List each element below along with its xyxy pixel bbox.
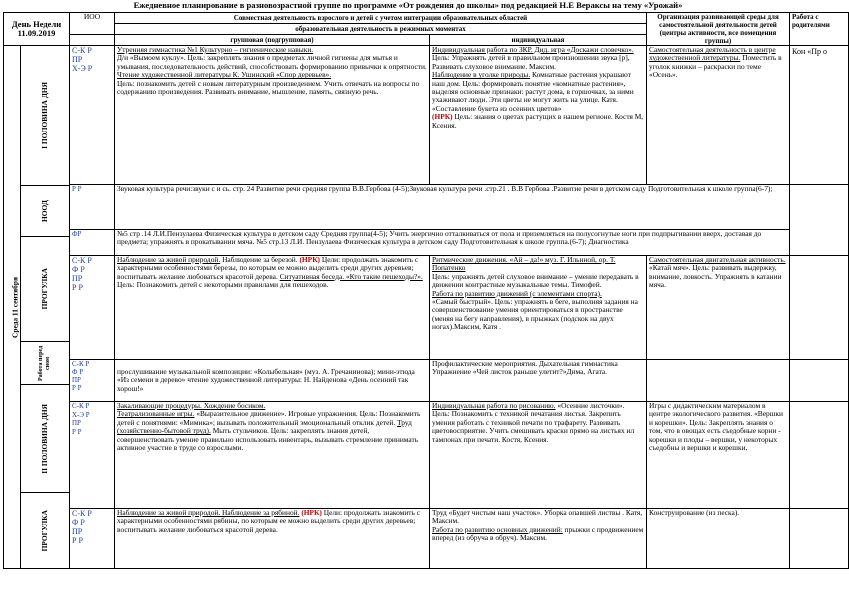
- birch-obs-title: Наблюдение за живой природой.: [117, 255, 221, 264]
- row1-work: Кон «Пр о: [790, 46, 849, 185]
- row6-individual: [430, 509, 647, 569]
- row4-individual: Профилактические мероприятия. Дыхательная гимнастика Упражнение «Чей листок раньше улетит?»Дима, Агата.: [430, 360, 647, 402]
- second-half-label: II ПОЛОВИНА ДНЯ: [39, 403, 49, 474]
- environment-header: Организация развивающей среды для самостоятельной деятельности детей (центры активности, все помещения группы): [647, 13, 790, 46]
- row5-group-text2: Мыть стульчиков. Цель: закреплять знания детей, совершенствовать умение правильно использовать инвентарь, вызывать стремление принимать активное участие в труде со взрослыми.: [117, 426, 419, 453]
- row3-work-blank: [790, 256, 849, 360]
- labor-title: Труд (хозяйственно-бытовой труд).: [117, 417, 412, 436]
- row2-codes1: Р Р: [70, 185, 115, 230]
- nrk-badge: (НРК): [301, 508, 322, 517]
- row1-group: [115, 46, 430, 185]
- row1-codes: С-К Р ПР Х-Э Р: [70, 46, 115, 185]
- row1-env-text: Поместить в уголок книжки – раскраски по теме «Осень».: [649, 53, 782, 80]
- row4-work-blank: [790, 360, 849, 402]
- row3-group: [115, 256, 430, 360]
- movement-title: Работа по развитию основных движений:: [432, 524, 563, 534]
- zkr-title: Индивидуальная работа по ЗКР. Дид. игра «Доскажи словечко».: [432, 45, 634, 54]
- row1-group-text2: Цель: познакомить детей с новым литературным произведением. Учить отвечать на вопросы по содержанию произведения. Развивать внимание, мышление, память, связную речь.: [117, 78, 420, 97]
- day-header: День Недели 11.09.2019: [4, 13, 70, 46]
- row5-work-blank: [790, 402, 849, 509]
- row4-group: прослушивание музыкальной композиции: «Колыбельная» (муз. А. Гречанинова); мини-этюда «Из семени в дерево» чтение художественной литературы: Н. Найденова «День осенний так хорош!»: [115, 360, 430, 402]
- sport-title: Работа по развитию движений (с элементами спорта).: [432, 288, 602, 298]
- theatre-title: Театрализованные игры.: [117, 409, 195, 419]
- row6-group: [115, 509, 430, 569]
- regime-header: образовательная деятельность в режимных моментах: [115, 24, 647, 35]
- row3-environment: [647, 256, 790, 360]
- row1-ind-text2: Комнатные растения украшают наш дом. Цель: формировать понятие «комнатные растения», выделяя основные признаки: растут дома, в горшочках, за ними ухаживают люди. Эти цветы не могут жить на улице. Катя.: [432, 70, 634, 105]
- drawing-title: Индивидуальная работа по рисованию.: [432, 401, 556, 410]
- row5-group-text: «Выразительное движение». Игровые упражнения. Цель: Познакомить детей с понятиями: «Мимика»; вызывать положительный эмоциональный отклик детей.: [117, 409, 421, 427]
- nature-corner-title: Наблюдение в уголке природы.: [432, 70, 531, 80]
- ioo-header: ИОО: [70, 13, 115, 35]
- ioo-blank: [70, 35, 115, 46]
- day-column: [4, 46, 70, 569]
- row3-env-text: «Катай мяч». Цель: развивать выдержку, внимание, ловкость. Упражнять в катании мяча.: [649, 263, 782, 290]
- reading-title: Чтение художественной литературы К. Ушинский «Спор деревьев».: [117, 70, 332, 80]
- conversation-title: Ситуативная беседа. «Кто такие пешеходы?».: [279, 271, 423, 281]
- hardening-title: Закаливающие процедуры. Хождение босиком.: [117, 401, 266, 410]
- row5-environment: Игры с дидактическим материалом в центре экологического развития. «Вершки и корешки». Цель: Закреплять знания о том, что в овощах есть съедобные корни - корешки и плоды – вершки, у некоторых съедобны и вершки и корешки,: [647, 402, 790, 509]
- row3-ind-text2: «Самый быстрый». Цель: упражнять в беге, выполняя задания на совершенствование умения ориентироваться в пространстве (меняя на бегу направления), в прыжках (подскок на двух ногах).Максим, Катя .: [432, 297, 638, 332]
- row3-group-text: Наблюдение за березой.: [222, 255, 298, 264]
- row5-codes: С-К Р Х-Э Р ПР Р Р: [70, 402, 115, 509]
- row1-individual: [430, 46, 647, 185]
- env-title: Самостоятельная деятельность в центре художественной литературы.: [649, 45, 776, 63]
- row3-ind-text: Цель: упражнять детей слуховое внимание – умение передавать в движении контрастные музыкальные темы. Тимофей.: [432, 271, 639, 290]
- group-header: групповая (подгрупповая): [115, 35, 430, 46]
- row1-group-text: Д/и «Вымоем куклу». Цель: закреплять знания о предметах личной гигиены для мытья и умывания, последовательность действий, способствовать формированию привычки к опрятности.: [117, 53, 427, 71]
- row3-group-text2: Цели: продолжать знакомить с характерными особенностями березы, по которым ее можно выделить среди других деревьев; воспитывать желание любоваться красотой дерева.: [117, 255, 419, 281]
- walk2-label: ПРОГУЛКА: [39, 509, 49, 552]
- row5-group: [115, 402, 430, 509]
- joint-activity-header: Совместная деятельность взрослого и детей с учетом интеграции образовательных областей: [115, 13, 647, 24]
- row3-individual: [430, 256, 647, 360]
- before-sleep-label: Работа перед сном: [38, 345, 51, 381]
- row1-ind-text3: Цель: знания о цветах растущих в нашем регионе. Костя М, Ксения.: [432, 112, 644, 130]
- plan-table: [3, 12, 849, 569]
- morning-exercise: Утренняя гимнастика №1 Культурно – гигиенические навыки.: [117, 45, 314, 54]
- parents-header: Работа с родителями: [790, 13, 849, 46]
- row6-work-blank: [790, 509, 849, 569]
- row6-environment: Конструирование (из песка).: [647, 509, 790, 569]
- row2-codes2: ФР: [70, 230, 115, 256]
- nrk-badge: (НРК): [299, 255, 321, 264]
- rowan-obs-title: Наблюдение за живой природой. Наблюдение за рябиной.: [117, 508, 300, 517]
- nrk-badge: (НРК): [432, 112, 453, 122]
- row6-codes: С-К Р Ф Р ПР Р Р: [70, 509, 115, 569]
- row3-group-text3: Цель: Познакомить детей с некоторыми правилами для пешеходов.: [117, 280, 329, 290]
- rhythm-title: Ритмические движения. «Ай – да!» муз. Г. Ильиной, ор. Т. Попатенко: [432, 255, 616, 273]
- row4-codes: С-К Р Ф Р ПР Р Р: [70, 360, 115, 402]
- row5-individual: [430, 402, 647, 509]
- row5-ind-text: «Осенние листочки». Цель: Познакомить с техникой печатания листья. Закрепить умения работать с техникой печати по трафарету. Развивать цветовосприятие. Учить смешивать краски прямо на листьях ил тампонах при печати. Костя, Ксения.: [432, 401, 635, 444]
- row6-ind-text2: прыжки с продвижением вперед (из обруча в обруч). Максим.: [432, 524, 644, 543]
- row1-ind-text: Цель: Упражнять детей в правильном произношении звука [р], Развивать слуховое внимание. Максим.: [432, 53, 630, 71]
- nood-label: НООД: [39, 200, 49, 222]
- row4-env-blank: [647, 360, 790, 402]
- day-side-label: Среда 11 сентября: [10, 277, 20, 339]
- row6-ind-text: Труд «Будет чистым наш участок». Уборка опавшей листвы . Катя, Максим.: [432, 508, 643, 526]
- page-title: Ежедневное планирование в разновозрастной группе по программе «От рождения до школы» под редакцией Н.Е Вераксы на тему «Урожай»: [133, 0, 683, 10]
- first-half-label: I ПОЛОВИНА ДНЯ: [39, 82, 49, 149]
- row2-physical: №5 стр .14 Л.И.Пензулаева Физическая культура в детском саду Средняя группа(4-5); Учить энергично отталкиваться от пола и приземляться на полусогнутые ноги при подпрыгивании вверх, доставая до предмета; упражнять в прокатывании мяча. №5 стр.13 Л.И. Пензулаева Физическая культура в детском саду Подготовительная к школе группа.(6-7); Диагностика: [115, 230, 790, 256]
- individual-header: индивидуальная: [430, 35, 647, 46]
- row2-speech: Звуковая культура речи:звуки с и сь. стр. 24 Развитие речи средняя группа В.В.Гербова (4-5);Звуковая культура речи .стр.21 . В.В Гербова .Развитие речи в детском саду Подготовительная к школе группа(6-7);: [115, 185, 790, 230]
- row6-group-text: Цели: продолжать знакомить с характерными особенностями рябины, по которым ее можно выделить среди других деревьев; воспитывать желание любоваться красотой дерева.: [117, 508, 421, 534]
- row3-codes: С-К Р Ф Р ПР Р Р: [70, 256, 115, 360]
- row2-work-blank: [790, 185, 849, 256]
- bouquet-title: «Составление букета из осенних цветов»: [432, 103, 562, 113]
- row1-environment: [647, 46, 790, 185]
- motor-activity-title: Самостоятельная двигательная активность.: [649, 255, 786, 264]
- walk-label: ПРОГУЛКА: [39, 268, 49, 310]
